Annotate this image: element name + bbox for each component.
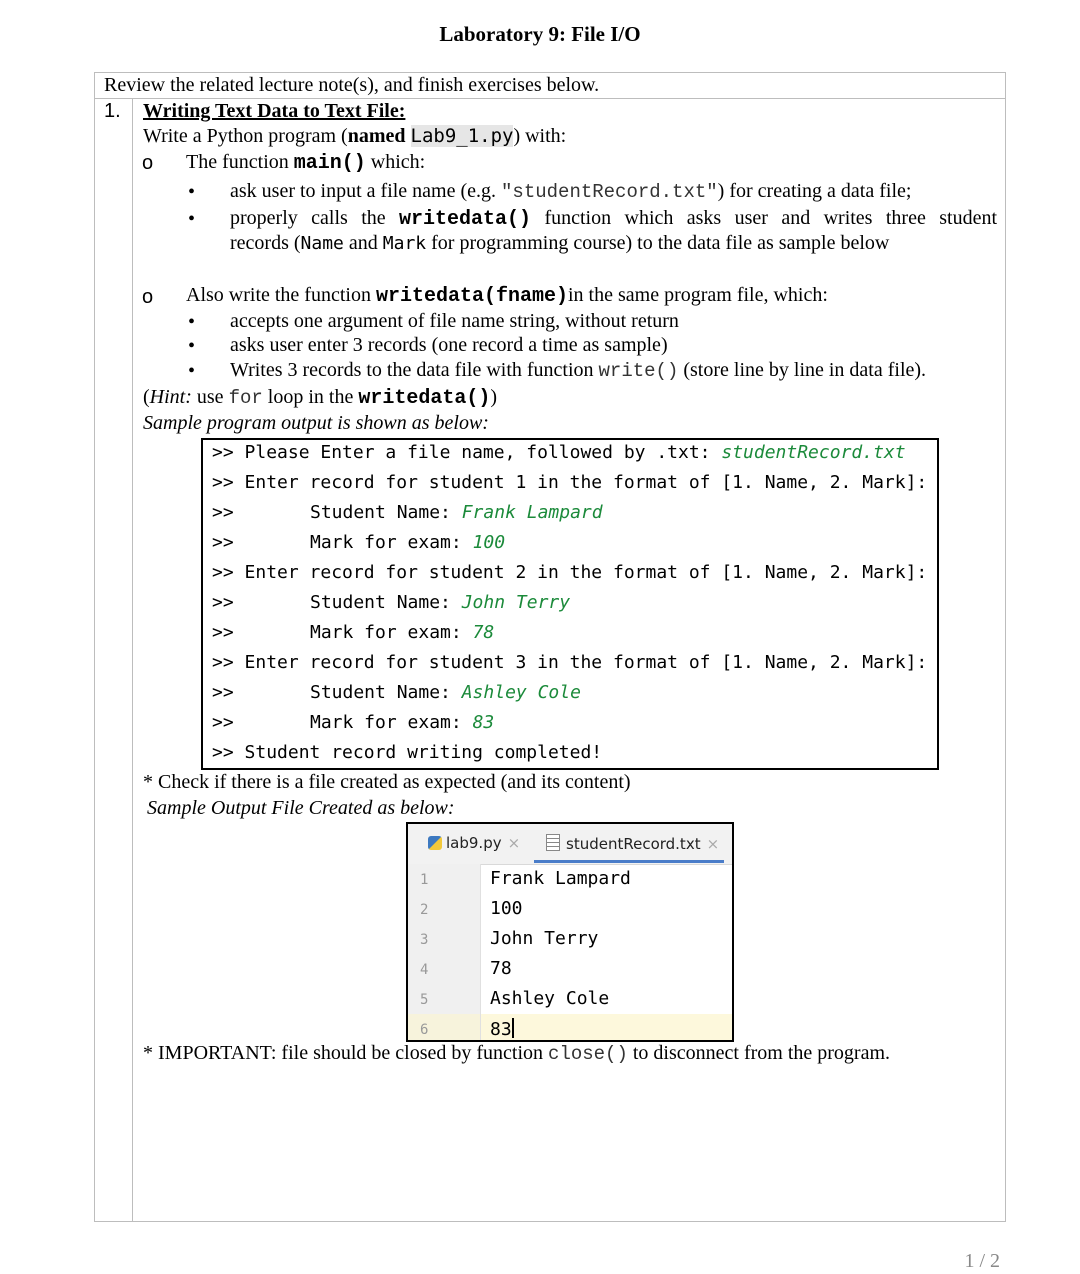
writedata-code: writedata(fname)	[375, 285, 568, 308]
write-program-pre: Write a Python program (	[143, 125, 348, 147]
main-b2l2-mid: and	[343, 232, 383, 254]
main-b2l2-pre: records (	[230, 232, 301, 254]
console-input: 100	[472, 532, 506, 553]
code-line-text: 83	[490, 1019, 512, 1040]
main-b2-post: function which asks user and writes three student	[531, 207, 997, 229]
main-fn-code: main()	[293, 152, 366, 175]
line-number: 4	[420, 962, 429, 978]
writedata-post: in the same program file, which:	[568, 284, 828, 306]
writedata-bullet-2: asks user enter 3 records (one record a time as sample)	[230, 334, 668, 356]
main-bullet-2-line-1	[230, 207, 997, 231]
important-code: close()	[548, 1043, 628, 1065]
console-line	[212, 742, 602, 763]
sample-file-label: Sample Output File Created as below:	[147, 797, 455, 819]
wd-b3-pre: Writes 3 records to the data file with function	[230, 359, 599, 381]
table-divider	[94, 98, 1006, 99]
console-output	[201, 438, 939, 770]
hint-close: )	[490, 386, 498, 408]
main-b1-pre: ask user to input a file name (e.g.	[230, 180, 502, 202]
wd-b3-code: write()	[598, 360, 679, 382]
console-prompt: >>	[212, 472, 234, 493]
console-prompt: >>	[212, 562, 234, 583]
named-word: named	[347, 125, 406, 147]
text-file-icon	[546, 834, 560, 851]
console-line	[212, 532, 506, 553]
main-fn-post: which:	[365, 151, 426, 173]
hint-mid: loop in the	[262, 386, 359, 408]
close-icon[interactable]: ×	[507, 834, 521, 852]
text-caret	[512, 1018, 514, 1038]
writedata-pre: Also write the function	[186, 284, 376, 306]
item-number: 1.	[104, 100, 121, 122]
hint-for: for	[228, 387, 263, 409]
important-pre: * IMPORTANT: file should be closed by function	[143, 1042, 549, 1064]
console-text: Please Enter a file name, followed by .txt:	[233, 442, 722, 463]
current-line-highlight	[481, 1014, 732, 1040]
console-text: Mark for exam:	[310, 622, 473, 643]
console-prompt: >>	[212, 502, 234, 523]
console-prompt: >>	[212, 742, 234, 763]
hint-writedata: writedata()	[358, 387, 491, 410]
tab-label: lab9.py	[446, 834, 502, 852]
main-fn-pre: The function	[186, 151, 294, 173]
console-text: Student Name:	[310, 682, 462, 703]
main-b2-pre: properly calls the	[230, 207, 400, 229]
sample-output-label: Sample program output is shown as below:	[143, 412, 489, 434]
file-editor	[406, 822, 734, 1042]
console-line	[212, 712, 495, 733]
name-field: Name	[300, 233, 344, 254]
exercise-heading: Writing Text Data to Text File:	[143, 100, 406, 122]
write-program-post: ) with:	[513, 125, 567, 147]
console-text: Enter record for student 2 in the format of [1. Name, 2. Mark]:	[233, 562, 928, 583]
write-program-line	[143, 125, 566, 148]
line-number: 2	[420, 902, 429, 918]
console-input: 83	[472, 712, 495, 733]
line-number: 1	[420, 872, 429, 888]
code-line[interactable]: 78	[490, 958, 512, 979]
table-column-divider	[132, 98, 133, 1222]
console-input: 78	[472, 622, 495, 643]
page-number: 1 / 2	[964, 1250, 1000, 1272]
mark-field: Mark	[382, 233, 427, 254]
code-line[interactable]: Ashley Cole	[490, 988, 610, 1009]
main-b2-code: writedata()	[399, 208, 532, 231]
main-bullet-1	[230, 180, 911, 203]
tab-lab9-py[interactable]	[428, 834, 520, 852]
tab-label: studentRecord.txt	[566, 835, 701, 853]
console-text: Mark for exam:	[310, 532, 473, 553]
console-input: Frank Lampard	[461, 502, 603, 523]
console-line	[212, 502, 603, 523]
page-title: Laboratory 9: File I/O	[439, 22, 641, 46]
main-b1-post: ) for creating a data file;	[717, 180, 912, 202]
main-b2l2-post: for programming course) to the data file as sample below	[426, 232, 890, 254]
console-line	[212, 682, 581, 703]
main-function-line	[186, 151, 425, 175]
writedata-bullet-3	[230, 359, 926, 382]
hint-line	[143, 386, 497, 410]
hint-pre: use	[191, 386, 229, 408]
tab-student-record[interactable]	[546, 834, 719, 853]
main-bullet-2-line-2	[230, 232, 889, 255]
console-prompt: >>	[212, 442, 234, 463]
console-prompt: >>	[212, 652, 234, 673]
writedata-function-line	[186, 284, 828, 308]
line-number: 6	[420, 1022, 429, 1038]
circle-marker: o	[142, 152, 154, 174]
console-line	[212, 562, 927, 583]
bullet-marker: •	[188, 208, 196, 230]
writedata-bullet-1: accepts one argument of file name string, without return	[230, 310, 679, 332]
console-text: Mark for exam:	[310, 712, 473, 733]
console-input: Ashley Cole	[461, 682, 581, 703]
editor-tab-bar	[408, 824, 732, 865]
current-line-gutter	[408, 1014, 480, 1040]
important-note	[143, 1042, 890, 1065]
wd-b3-post: (store line by line in data file).	[678, 359, 927, 381]
console-text: Enter record for student 3 in the format of [1. Name, 2. Mark]:	[233, 652, 928, 673]
console-line	[212, 442, 906, 463]
console-prompt: >>	[212, 712, 234, 733]
main-b1-code: "studentRecord.txt"	[501, 181, 718, 203]
console-line	[212, 652, 927, 673]
hint-open: (	[143, 386, 150, 408]
code-line[interactable]: John Terry	[490, 928, 599, 949]
bullet-marker: •	[188, 311, 196, 333]
line-number: 5	[420, 992, 429, 1008]
code-line[interactable]	[490, 1018, 514, 1040]
console-input: studentRecord.txt	[721, 442, 906, 463]
console-prompt: >>	[212, 682, 234, 703]
circle-marker: o	[142, 286, 154, 308]
console-text: Student record writing completed!	[233, 742, 603, 763]
console-line	[212, 592, 571, 613]
code-line[interactable]: Frank Lampard	[490, 868, 631, 889]
bullet-marker: •	[188, 360, 196, 382]
console-prompt: >>	[212, 532, 234, 553]
console-text: Student Name:	[310, 592, 462, 613]
bullet-marker: •	[188, 181, 196, 203]
intro-text: Review the related lecture note(s), and finish exercises below.	[104, 74, 600, 96]
active-tab-underline	[534, 860, 724, 863]
close-icon[interactable]: ×	[706, 835, 720, 853]
hint-label: Hint:	[149, 386, 192, 408]
console-text: Enter record for student 1 in the format of [1. Name, 2. Mark]:	[233, 472, 928, 493]
program-filename: Lab9_1.py	[410, 125, 514, 147]
console-input: John Terry	[461, 592, 571, 613]
line-number: 3	[420, 932, 429, 948]
python-file-icon	[428, 836, 442, 850]
check-note: * Check if there is a file created as expected (and its content)	[143, 771, 631, 793]
console-prompt: >>	[212, 592, 234, 613]
bullet-marker: •	[188, 335, 196, 357]
console-prompt: >>	[212, 622, 234, 643]
code-line[interactable]: 100	[490, 898, 523, 919]
console-line	[212, 622, 495, 643]
console-line	[212, 472, 927, 493]
console-text: Student Name:	[310, 502, 462, 523]
important-post: to disconnect from the program.	[627, 1042, 891, 1064]
